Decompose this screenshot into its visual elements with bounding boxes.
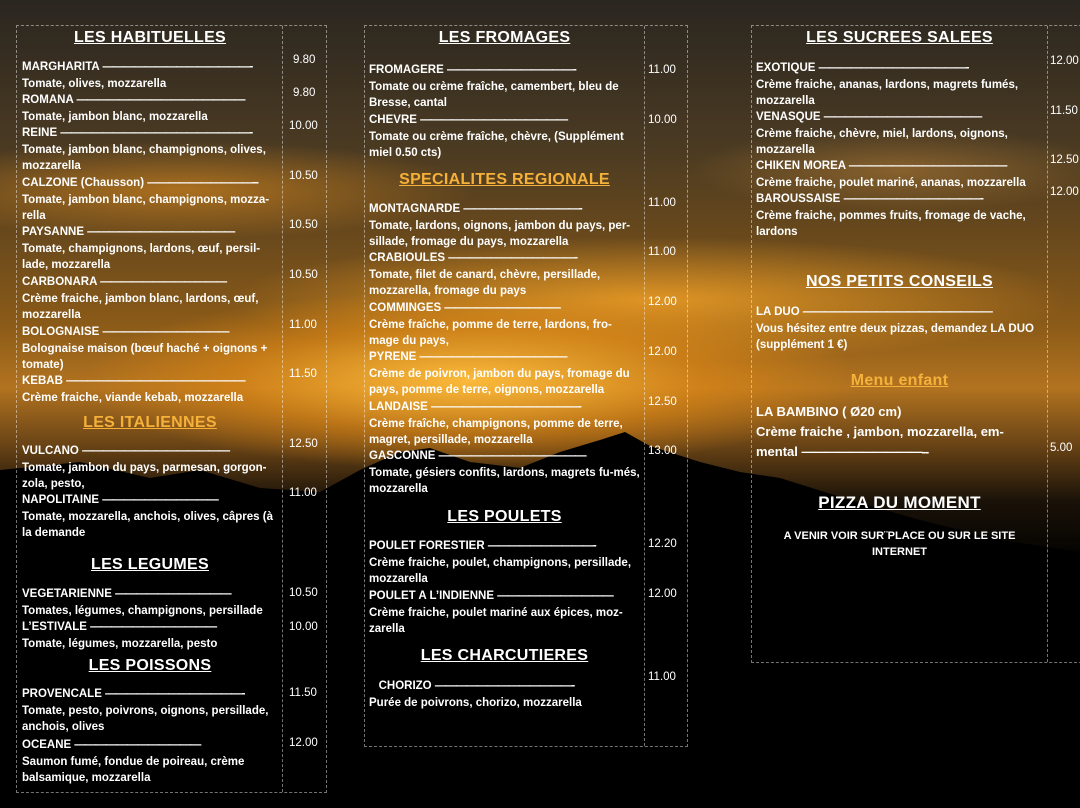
section-title-poissons: LES POISSONS (88, 657, 212, 674)
price: 12.00 (1050, 186, 1079, 198)
price: 12.00 (648, 346, 677, 358)
column-divider (282, 26, 283, 792)
menu-item-la-duo: LA DUO —————————————————— Vous hésitez entre deux pizzas, demandez LA DUO (supplément 1 €) (756, 306, 1034, 351)
menu-item-montagnarde: MONTAGNARDE ———————————- Tomate, lardons, oignons, jambon du pays, per-sillade, fromage du pays, mozzarella (369, 203, 631, 248)
price: 10.50 (289, 219, 318, 231)
price: 12.50 (289, 438, 318, 450)
price: 10.50 (289, 587, 318, 599)
menu-item-chorizo: CHORIZO —————————————- Purée de poivrons, chorizo, mozzarella (369, 680, 582, 709)
pizza-du-moment-note: A VENIR VOIR SUR¨PLACE OU SUR LE SITE INTERNET (783, 530, 1016, 558)
price: 12.50 (1050, 154, 1079, 166)
section-title-conseils: NOS PETITS CONSEILS (805, 273, 994, 290)
price: 11.50 (1050, 105, 1078, 117)
menu-item-estivale: L’ESTIVALE ———————————— Tomate, légumes, mozzarella, pesto (22, 621, 218, 650)
menu-item-crabioules: CRABIOULES ————————————- Tomate, filet de canard, chèvre, persillade, mozzarella, fromage du pays (369, 252, 601, 297)
price: 10.00 (648, 114, 677, 126)
menu-item-carbonara: CARBONARA ———————————— Crème fraiche, jambon blanc, lardons, œuf, mozzarella (22, 276, 259, 321)
price: 12.50 (648, 396, 677, 408)
price: 9.80 (293, 87, 316, 99)
section-title-pizza-du-moment: PIZZA DU MOMENT (818, 493, 981, 512)
price: 5.00 (1050, 442, 1073, 454)
menu-item-comminges: COMMINGES ——————————— Crème fraîche, pomme de terre, lardons, fro-mage du pays, (369, 302, 612, 347)
menu-item-venasque: VENASQUE ——————————————— Crème fraiche, chèvre, miel, lardons, oignons, mozzarella (756, 111, 1008, 156)
menu-item-paysanne: PAYSANNE —————————————— Tomate, champignons, lardons, œuf, persil-lade, mozzarella (22, 226, 261, 271)
menu-item-baroussaise: BAROUSSAISE —————————————- Crème fraiche, pommes fruits, fromage de vache, lardons (756, 193, 1026, 238)
column-divider (644, 26, 645, 746)
price: 11.00 (289, 319, 317, 331)
menu-item-napolitaine: NAPOLITAINE ——————————— Tomate, mozzarella, anchois, olives, câpres (à la demande (22, 494, 273, 539)
menu-item-poulet-forestier: POULET FORESTIER ——————————- Crème fraiche, poulet, champignons, persillade, mozzarella (369, 540, 632, 585)
price: 10.00 (289, 120, 318, 132)
price: 11.00 (648, 64, 676, 76)
menu-item-chevre: CHEVRE —————————————— Tomate ou crème fraîche, chèvre, (Supplément miel 0.50 cts) (369, 114, 624, 159)
menu-item-fromagere: FROMAGERE ————————————- Tomate ou crème fraîche, camembert, bleu de Bresse, cantal (369, 64, 619, 109)
menu-column-1 (16, 25, 327, 793)
menu-item-chiken-morea: CHIKEN MOREA ——————————————— Crème fraiche, poulet mariné, ananas, mozzarella (756, 160, 1026, 189)
price: 10.50 (289, 170, 318, 182)
price: 12.00 (1050, 55, 1079, 67)
menu-column-3 (751, 25, 1080, 663)
price: 11.00 (648, 197, 676, 209)
section-title-fromages: LES FROMAGES (438, 29, 571, 46)
menu-item-vegetarienne: VEGETARIENNE ——————————— Tomates, légumes, champignons, persillade (22, 588, 263, 617)
price: 12.00 (648, 588, 677, 600)
section-title-habituelles: LES HABITUELLES (73, 29, 227, 46)
menu-item-kebab: KEBAB ————————————————— Crème fraiche, viande kebab, mozzarella (22, 375, 245, 404)
price: 11.50 (289, 368, 317, 380)
menu-item-margharita: MARGHARITA ——————————————- Tomate, olives, mozzarella (22, 61, 253, 90)
section-title-charcutieres: LES CHARCUTIERES (420, 647, 589, 664)
menu-item-romana: ROMANA ———————————————— Tomate, jambon blanc, mozzarella (22, 94, 245, 123)
menu-item-poulet-indienne: POULET A L’INDIENNE ——————————— Crème fraiche, poulet mariné aux épices, moz-zarella (369, 590, 623, 635)
price: 11.00 (289, 487, 317, 499)
price: 11.50 (289, 687, 317, 699)
menu-item-reine: REINE ——————————————————- Tomate, jambon blanc, champignons, olives, mozzarella (22, 127, 266, 172)
price: 11.00 (648, 246, 676, 258)
menu-item-la-bambino: LA BAMBINO ( Ø20 cm) Crème fraiche , jambon, mozzarella, em-mental ——————————-- (756, 404, 1004, 459)
price: 10.00 (289, 621, 318, 633)
price: 12.20 (648, 538, 677, 550)
column-divider (1047, 26, 1048, 662)
price: 11.00 (648, 671, 676, 683)
menu-item-vulcano: VULCANO —————————————— Tomate, jambon du pays, parmesan, gorgon-zola, pesto, (22, 445, 267, 490)
menu-item-calzone: CALZONE (Chausson) ——————————-- Tomate, jambon blanc, champignons, mozza-rella (22, 177, 270, 222)
price: 9.80 (293, 54, 316, 66)
section-title-legumes: LES LEGUMES (91, 556, 209, 573)
price: 13.00 (648, 445, 677, 457)
section-title-sucrees-salees: LES SUCREES SALEES (806, 29, 993, 46)
section-title-menu-enfant: Menu enfant (850, 372, 949, 389)
section-title-italiennes: LES ITALIENNES (83, 414, 217, 431)
menu-item-landaise: LANDAISE ——————————————- Crème fraîche, champignons, pomme de terre, magret, persillade, mozzarella (369, 401, 623, 446)
menu-item-pyrene: PYRENE —————————————— Crème de poivron, jambon du pays, fromage du pays, pomme de terre, oignons, mozzarella (369, 351, 630, 396)
section-title-specialites: SPECIALITES REGIONALE (399, 171, 610, 188)
menu-column-2 (364, 25, 688, 747)
section-title-poulets: LES POULETS (447, 508, 562, 525)
menu-item-exotique: EXOTIQUE ——————————————- Crème fraiche, ananas, lardons, magrets fumés, mozzarella (756, 62, 1019, 107)
menu-item-bolognaise: BOLOGNAISE ———————————— Bolognaise maison (bœuf haché + oignons + tomate) (22, 326, 268, 371)
price: 12.00 (648, 296, 677, 308)
price: 10.50 (289, 269, 318, 281)
menu-item-gasconne: GASCONNE —————————————— Tomate, gésiers confits, lardons, magrets fu-més, mozzarella (369, 450, 640, 495)
menu-item-provencale: PROVENCALE —————————————- Tomate, pesto, poivrons, oignons, persillade, anchois, olives (22, 688, 269, 733)
menu-item-oceane: OCEANE ———————————— Saumon fumé, fondue de poireau, crème balsamique, mozzarella (22, 739, 245, 784)
price: 12.00 (289, 737, 318, 749)
